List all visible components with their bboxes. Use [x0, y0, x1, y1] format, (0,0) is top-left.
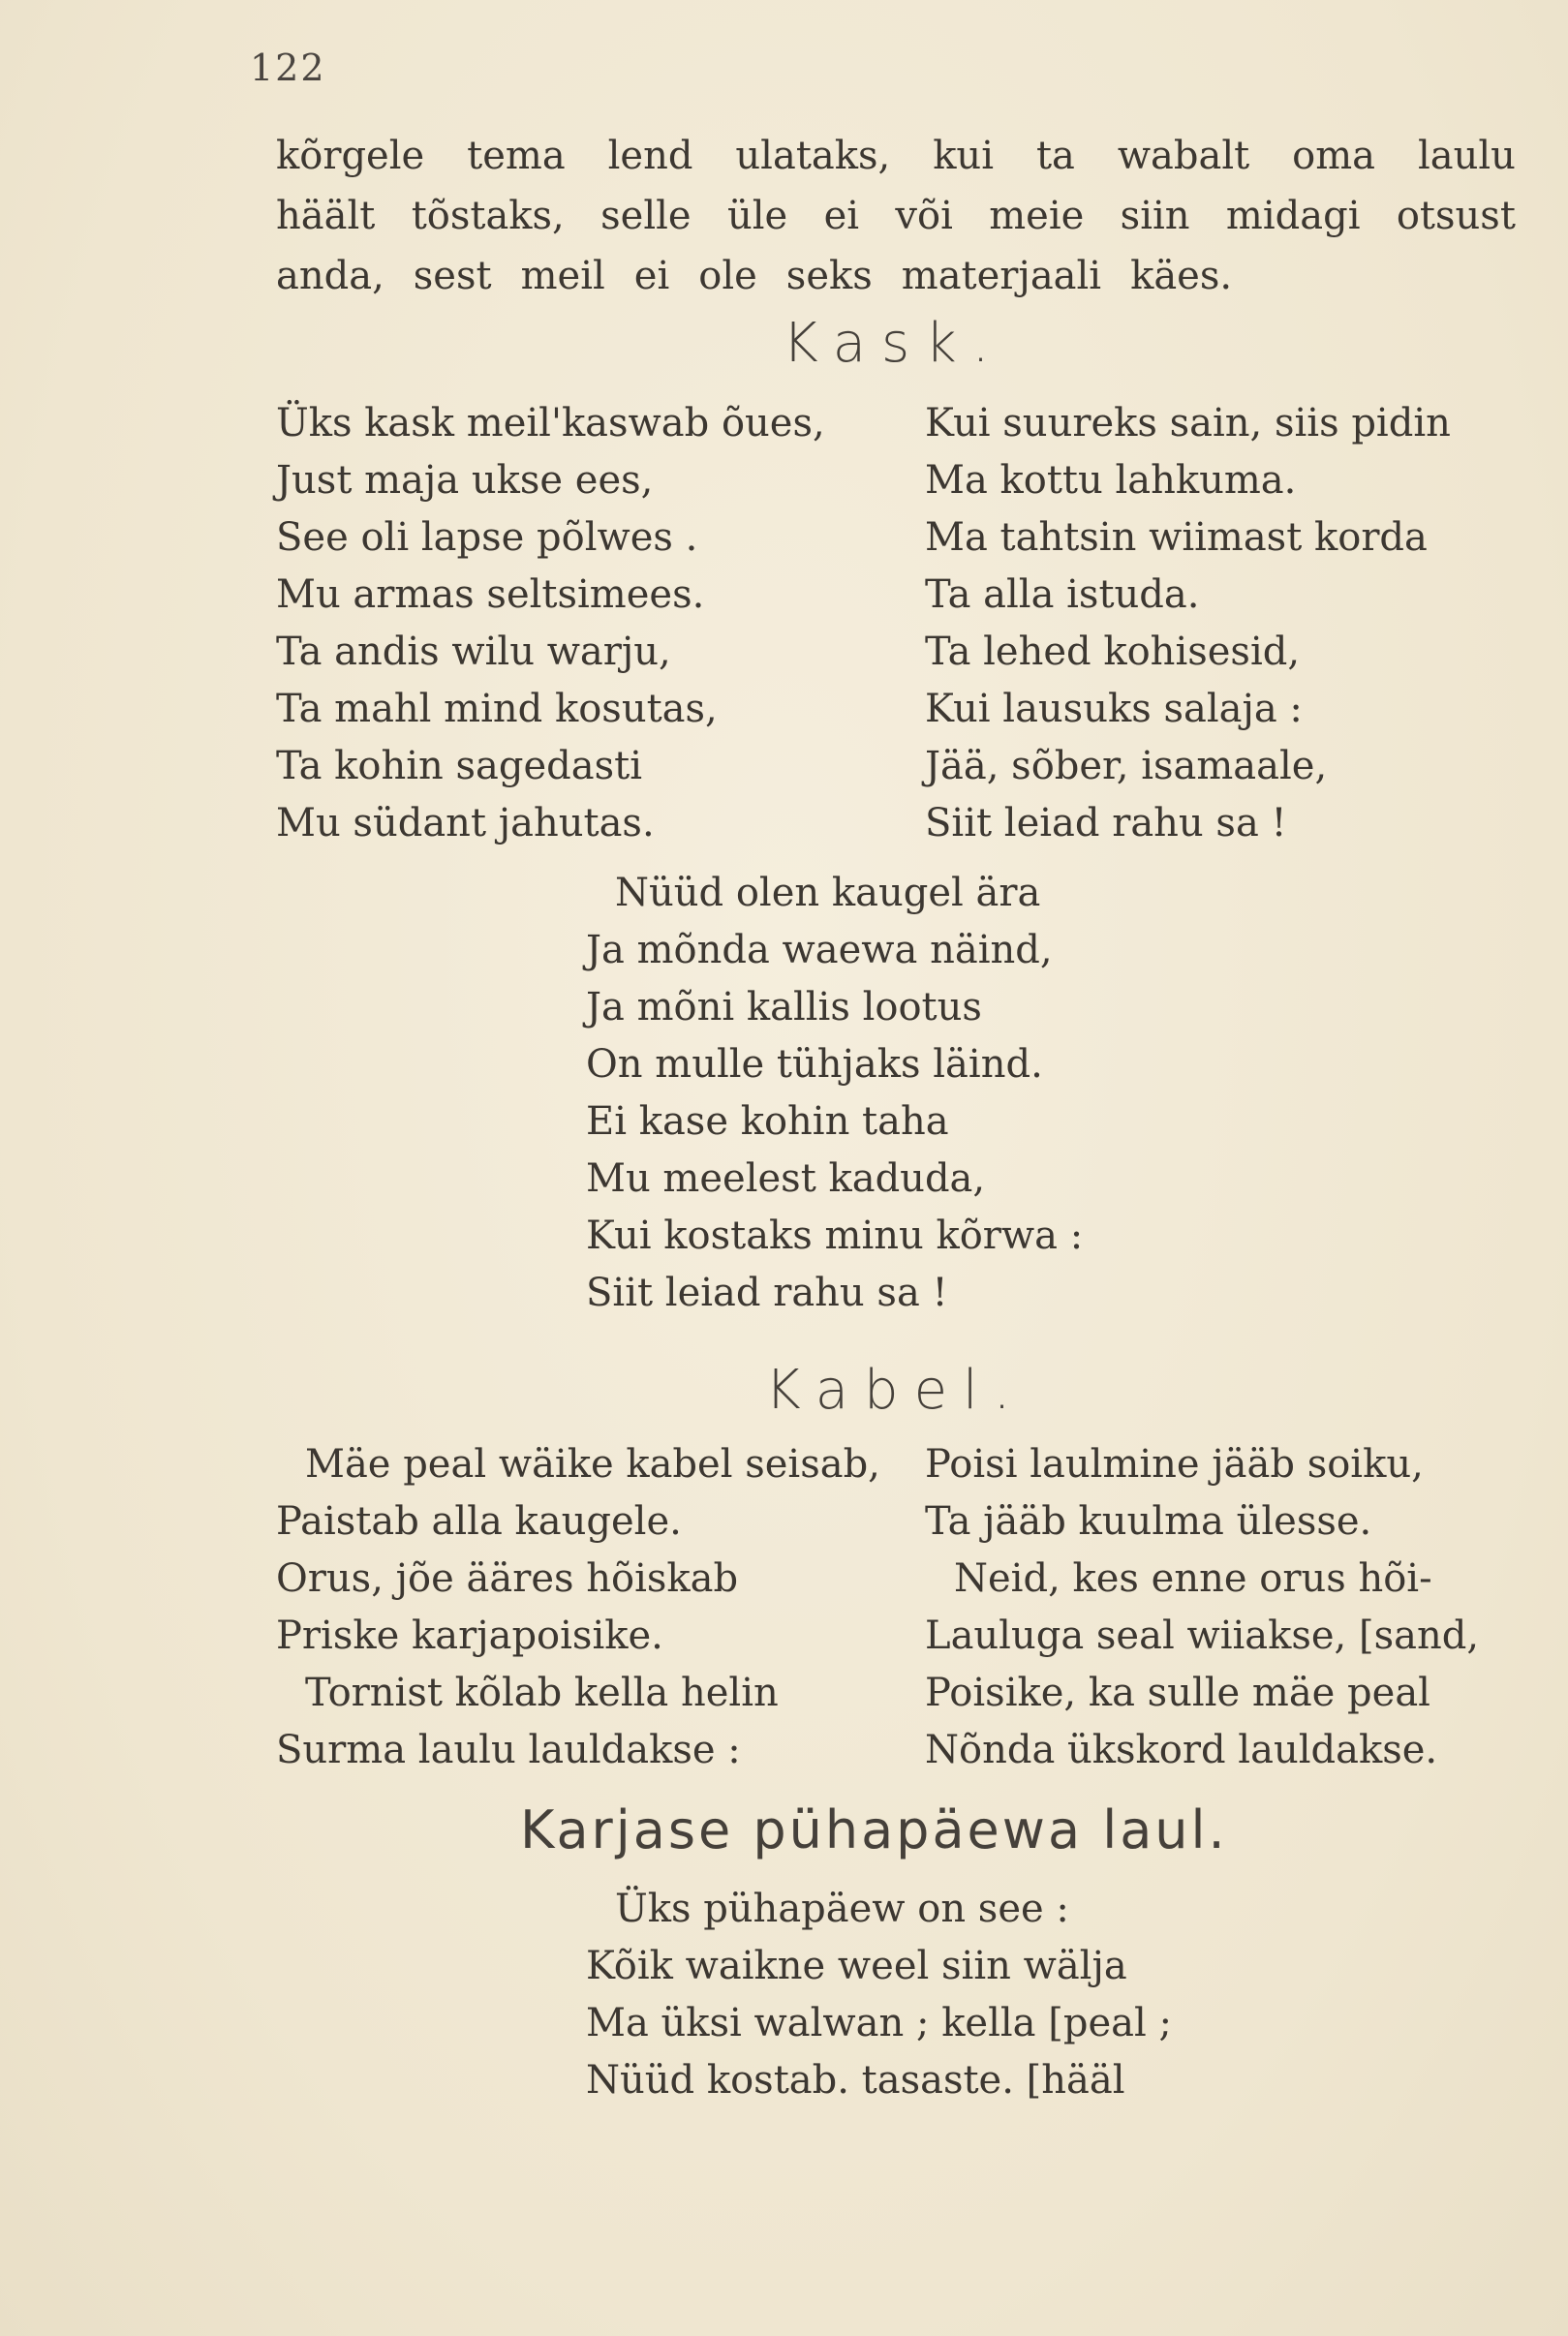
word: kui	[933, 134, 994, 178]
intro-line	[276, 126, 1516, 186]
verse-line: Kui lausuks salaja :	[925, 687, 1303, 731]
verse-line: On mulle tühjaks läind.	[586, 1042, 1043, 1087]
verse-line: Mäe peal wäike kabel seisab,	[305, 1442, 880, 1487]
word: lend	[607, 134, 693, 178]
verse-line: Ta alla istuda.	[925, 572, 1200, 617]
verse-line: Ma tahtsin wiimast korda	[925, 515, 1428, 560]
verse-line: Siit leiad rahu sa !	[586, 1271, 948, 1315]
page-number: 122	[250, 46, 326, 89]
verse-line: Mu meelest kaduda,	[586, 1156, 986, 1201]
intro-paragraph	[276, 126, 1516, 306]
verse-line: Jää, sõber, isamaale,	[925, 744, 1328, 788]
word: meil	[520, 254, 605, 298]
verse-line: Surma laulu lauldakse :	[276, 1728, 741, 1772]
poem3-stanza	[586, 1881, 1172, 2109]
verse-line: Priske karjapoisike.	[276, 1614, 663, 1658]
poem1-center-stanza	[586, 865, 1083, 1322]
word: meie	[989, 194, 1085, 238]
word: ei	[823, 194, 860, 238]
poem1-right-stanza	[925, 395, 1451, 852]
poem-title-kask: Kask.	[783, 312, 1005, 375]
verse-line: Ma kottu lahkuma.	[925, 458, 1297, 503]
verse-line: Poisike, ka sulle mäe peal	[925, 1671, 1430, 1715]
word: selle	[600, 194, 692, 238]
word: häält	[276, 194, 376, 238]
verse-line: Paistab alla kaugele.	[276, 1499, 682, 1544]
verse-line: Ta mahl mind kosutas,	[276, 687, 718, 731]
poem-title-karjase: Karjase pühapäewa laul.	[520, 1799, 1228, 1860]
word: tema	[467, 134, 566, 178]
word: seks	[785, 254, 873, 298]
word: oma	[1292, 134, 1376, 178]
verse-line: Ta kohin sagedasti	[276, 744, 642, 788]
word: ulataks,	[735, 134, 891, 178]
verse-line: See oli lapse põlwes .	[276, 515, 698, 560]
word: otsust	[1396, 194, 1516, 238]
verse-line: Kõik waikne weel siin wälja	[586, 1944, 1127, 1988]
verse-line: Kui suureks sain, siis pidin	[925, 401, 1451, 446]
poem-title-kabel: Kabel.	[765, 1359, 1027, 1422]
intro-line	[276, 186, 1516, 246]
word: anda,	[276, 254, 384, 298]
verse-line: Lauluga seal wiiakse, [sand,	[925, 1614, 1480, 1658]
word: käes.	[1130, 254, 1233, 298]
verse-line: Kui kostaks minu kõrwa :	[586, 1214, 1084, 1258]
word: või	[895, 194, 953, 238]
poem2-right-stanza	[925, 1436, 1479, 1779]
poem2-left-stanza	[276, 1436, 880, 1779]
word: midagi	[1225, 194, 1361, 238]
verse-line: Üks pühapäew on see :	[615, 1887, 1069, 1931]
verse-line: Nõnda ükskord lauldakse.	[925, 1728, 1438, 1772]
word: tõstaks,	[411, 194, 565, 238]
word: laulu	[1417, 134, 1516, 178]
verse-line: Ei kase kohin taha	[586, 1099, 949, 1144]
verse-line: Poisi laulmine jääb soiku,	[925, 1442, 1424, 1487]
verse-line: Tornist kõlab kella helin	[305, 1671, 779, 1715]
verse-line: Just maja ukse ees,	[276, 458, 654, 503]
verse-line: Neid, kes enne orus hõi-	[954, 1556, 1432, 1601]
verse-line: Nüüd olen kaugel ära	[615, 871, 1041, 915]
word: ta	[1035, 134, 1075, 178]
word: materjaali	[901, 254, 1102, 298]
word: siin	[1120, 194, 1190, 238]
poem1-left-stanza	[276, 395, 825, 852]
word: wabalt	[1117, 134, 1250, 178]
verse-line: Ta andis wilu warju,	[276, 630, 671, 674]
verse-line: Mu armas seltsimees.	[276, 572, 705, 617]
verse-line: Üks kask meil'kaswab õues,	[276, 401, 825, 446]
verse-line: Ta jääb kuulma ülesse.	[925, 1499, 1372, 1544]
verse-line: Ta lehed kohisesid,	[925, 630, 1301, 674]
verse-line: Mu südant jahutas.	[276, 801, 655, 845]
word: üle	[726, 194, 788, 238]
verse-line: Ja mõni kallis lootus	[586, 985, 982, 1030]
word: sest	[413, 254, 492, 298]
verse-line: Orus, jõe ääres hõiskab	[276, 1556, 739, 1601]
word: ole	[698, 254, 757, 298]
word: ei	[633, 254, 670, 298]
verse-line: Nüüd kostab. tasaste. [hääl	[586, 2058, 1125, 2103]
verse-line: Ja mõnda waewa näind,	[586, 928, 1053, 972]
verse-line: Ma üksi walwan ; kella [peal ;	[586, 2001, 1172, 2045]
word: kõrgele	[276, 134, 425, 178]
verse-line: Siit leiad rahu sa !	[925, 801, 1287, 845]
intro-line	[276, 246, 1516, 306]
